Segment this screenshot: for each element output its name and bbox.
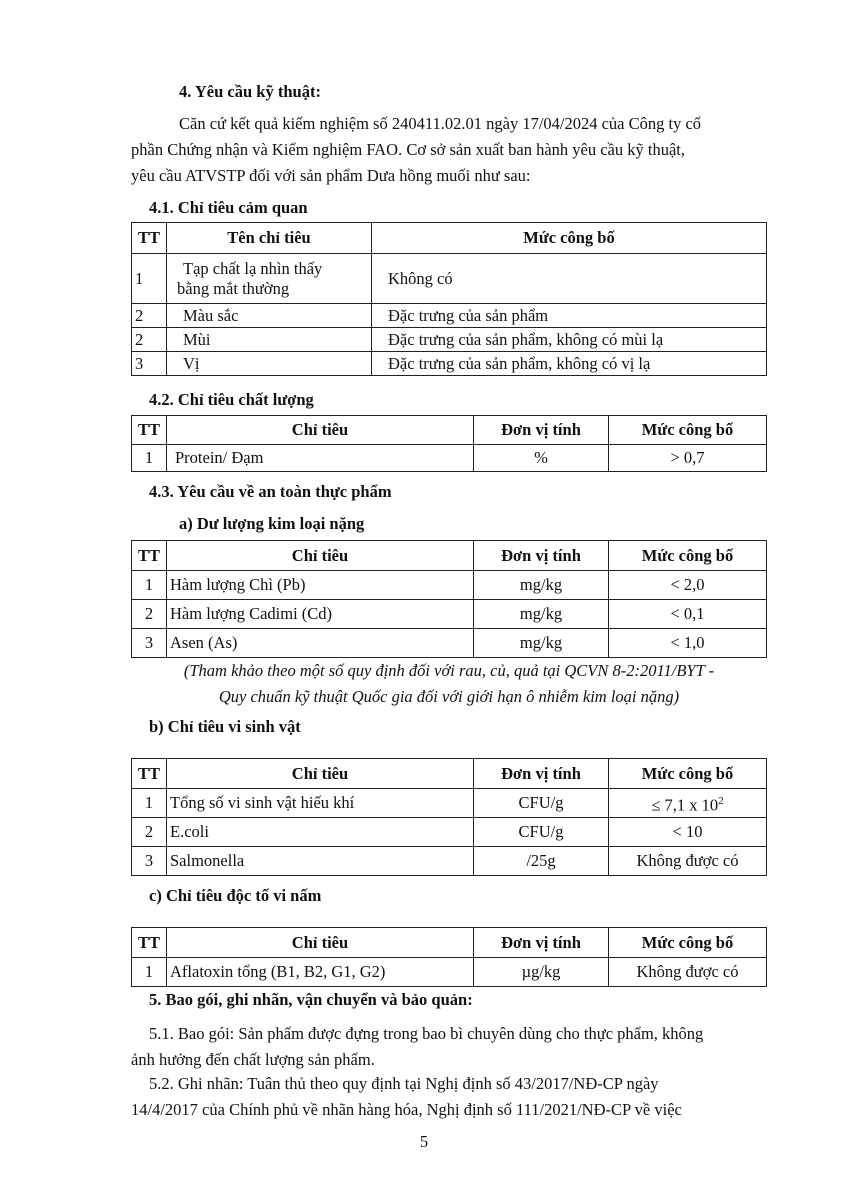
cell-tt: 1 (132, 254, 167, 304)
table-row (132, 847, 767, 876)
header-declared-level: Mức công bố (372, 223, 767, 254)
header-criteria: Chỉ tiêu (167, 759, 474, 789)
cell-criteria: Salmonella (167, 847, 474, 876)
p52-line-1: 5.2. Ghi nhãn: Tuân thủ theo quy định tại Nghị định số 43/2017/NĐ-CP ngày (149, 1074, 659, 1093)
header-declared-level: Mức công bố (609, 759, 767, 789)
header-unit: Đơn vị tính (474, 541, 609, 571)
cell-criteria: Hàm lượng Chì (Pb) (167, 571, 474, 600)
intro-line-2: phần Chứng nhận và Kiểm nghiệm FAO. Cơ sở sản xuất ban hành yêu cầu kỹ thuật, (131, 140, 685, 159)
cell-declared-level: Không có (372, 254, 767, 304)
cell-unit: mg/kg (474, 600, 609, 629)
section-4-heading: 4. Yêu cầu kỹ thuật: (179, 82, 321, 101)
cell-declared-level: < 0,1 (609, 600, 767, 629)
reference-note-line-1: (Tham khảo theo một số quy định đối với rau, củ, quả tại QCVN 8-2:2011/BYT - (183, 661, 715, 680)
header-tt: TT (132, 928, 167, 958)
table-row (132, 818, 767, 847)
table-row (132, 304, 767, 328)
cell-tt: 3 (132, 352, 167, 376)
section-a-heading: a) Dư lượng kim loại nặng (179, 514, 365, 533)
cell-declared-level: < 1,0 (609, 629, 767, 658)
cell-tt: 2 (132, 304, 167, 328)
cell-declared-level: > 0,7 (609, 445, 767, 472)
header-declared-level: Mức công bố (609, 928, 767, 958)
cell-tt: 1 (132, 445, 167, 472)
cell-criteria: E.coli (167, 818, 474, 847)
table-row (132, 571, 767, 600)
cell-unit: µg/kg (474, 958, 609, 987)
heavy-metals-table (131, 540, 767, 658)
reference-note-line-2: Quy chuẩn kỹ thuật Quốc gia đối với giới hạn ô nhiễm kim loại nặng) (218, 687, 680, 706)
header-unit: Đơn vị tính (474, 928, 609, 958)
cell-criteria: Asen (As) (167, 629, 474, 658)
section-4-1-heading: 4.1. Chỉ tiêu cảm quan (149, 198, 308, 217)
cell-criteria: Protein/ Đạm (167, 445, 474, 472)
cell-unit: CFU/g (474, 818, 609, 847)
cell-declared-level: Đặc trưng của sản phẩm, không có mùi lạ (372, 328, 767, 352)
cell-unit: mg/kg (474, 571, 609, 600)
table-row (132, 600, 767, 629)
cell-criteria-name: Mùi (167, 328, 372, 352)
value-base: ≤ 7,1 x 10 (651, 795, 719, 815)
microbiology-table (131, 758, 767, 876)
cell-name-line-2: bằng mắt thường (177, 278, 290, 298)
cell-tt: 3 (132, 847, 167, 876)
quality-table (131, 415, 767, 472)
header-criteria: Chỉ tiêu (167, 416, 474, 445)
cell-criteria: Hàm lượng Cadimi (Cd) (167, 600, 474, 629)
table-row (132, 445, 767, 472)
p52-line-2: 14/4/2017 của Chính phủ về nhãn hàng hóa, Nghị định số 111/2021/NĐ-CP về việc (131, 1100, 682, 1119)
section-5-heading: 5. Bao gói, ghi nhãn, vận chuyển và bảo quản: (149, 990, 473, 1009)
value-exponent: 2 (718, 794, 724, 807)
page-number: 5 (419, 1132, 429, 1151)
cell-declared-level: Đặc trưng của sản phẩm (372, 304, 767, 328)
p51-line-1: 5.1. Bao gói: Sản phẩm được đựng trong bao bì chuyên dùng cho thực phẩm, không (149, 1024, 704, 1043)
section-4-2-heading: 4.2. Chỉ tiêu chất lượng (149, 390, 314, 409)
header-declared-level: Mức công bố (609, 416, 767, 445)
cell-unit: CFU/g (474, 789, 609, 818)
header-criteria: Chỉ tiêu (167, 928, 474, 958)
cell-declared-level: Không được có (609, 847, 767, 876)
table-row (132, 629, 767, 658)
table-row (132, 328, 767, 352)
header-tt: TT (132, 541, 167, 571)
cell-tt: 2 (132, 818, 167, 847)
cell-unit: /25g (474, 847, 609, 876)
cell-criteria: Tổng số vi sinh vật hiếu khí (167, 789, 474, 818)
table-row (132, 958, 767, 987)
cell-tt: 1 (132, 958, 167, 987)
cell-name-line-1: Tạp chất lạ nhìn thấy (183, 258, 323, 278)
header-tt: TT (132, 416, 167, 445)
cell-criteria-name: Màu sắc (167, 304, 372, 328)
section-4-3-heading: 4.3. Yêu cầu về an toàn thực phẩm (149, 482, 392, 501)
p51-line-2: ảnh hưởng đến chất lượng sản phẩm. (131, 1050, 375, 1069)
header-tt: TT (132, 223, 167, 254)
cell-declared-level: Đặc trưng của sản phẩm, không có vị lạ (372, 352, 767, 376)
cell-tt: 1 (132, 789, 167, 818)
section-c-heading: c) Chỉ tiêu độc tố vi nấm (149, 886, 322, 905)
table-row (132, 352, 767, 376)
mycotoxin-table (131, 927, 767, 987)
header-criteria: Chỉ tiêu (167, 541, 474, 571)
cell-unit: % (474, 445, 609, 472)
table-row (132, 789, 767, 818)
cell-unit: mg/kg (474, 629, 609, 658)
sensory-table (131, 222, 767, 376)
intro-line-3: yêu cầu ATVSTP đối với sản phẩm Dưa hồng muối như sau: (131, 166, 531, 185)
header-unit: Đơn vị tính (474, 759, 609, 789)
section-b-heading: b) Chỉ tiêu vi sinh vật (149, 717, 301, 736)
cell-declared-level (609, 789, 767, 818)
cell-criteria: Aflatoxin tổng (B1, B2, G1, G2) (167, 958, 474, 987)
header-tt: TT (132, 759, 167, 789)
header-criteria-name: Tên chỉ tiêu (167, 223, 372, 254)
header-declared-level: Mức công bố (609, 541, 767, 571)
table-row (132, 254, 767, 304)
cell-tt: 3 (132, 629, 167, 658)
cell-tt: 2 (132, 328, 167, 352)
cell-declared-level: < 2,0 (609, 571, 767, 600)
intro-line-1: Căn cứ kết quả kiểm nghiệm số 240411.02.01 ngày 17/04/2024 của Công ty cổ (179, 114, 702, 133)
header-unit: Đơn vị tính (474, 416, 609, 445)
cell-declared-level: < 10 (609, 818, 767, 847)
cell-tt: 1 (132, 571, 167, 600)
cell-criteria-name: Vị (167, 352, 372, 376)
cell-declared-level: Không được có (609, 958, 767, 987)
cell-tt: 2 (132, 600, 167, 629)
cell-criteria-name (167, 254, 372, 304)
